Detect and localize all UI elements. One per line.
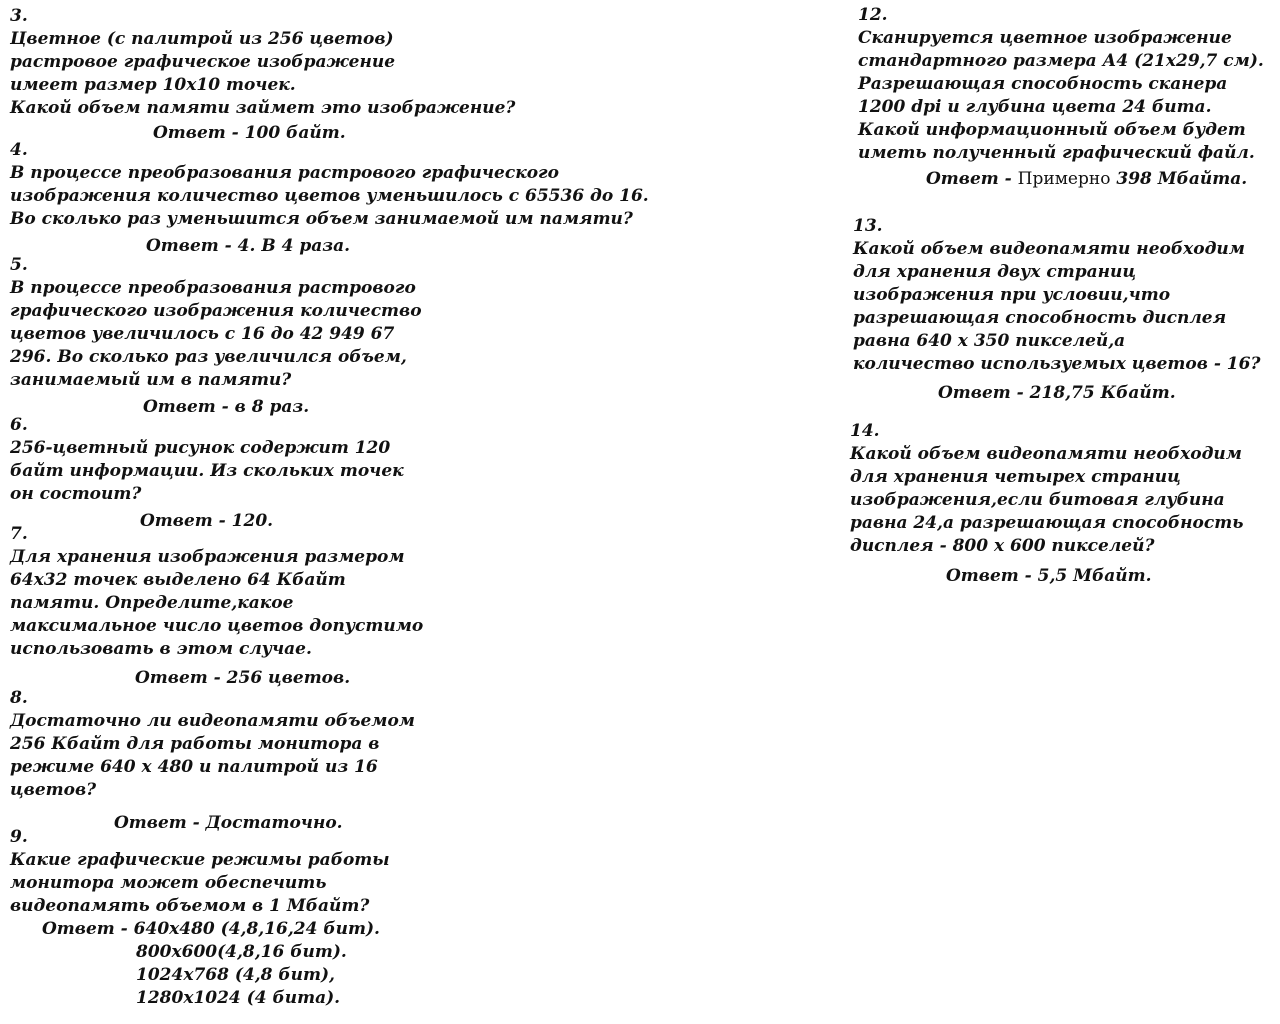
problem-text-line: количество используемых цветов - 16? [853,354,1261,374]
problem-number: 5. [10,255,28,275]
problem-text-line: растровое графическое изображение [10,52,396,72]
problem-7 [10,523,423,690]
problem-text-line: Какой информационный объем будет [858,120,1246,140]
problem-answer: Ответ - 256 цветов. [135,668,351,688]
problem-text-line: имеет размер 10х10 точек. [10,75,296,95]
problem-text-line: Сканируется цветное изображение [858,28,1232,48]
problem-3 [10,5,515,145]
problem-number: 9. [10,827,28,847]
problem-text-line: дисплея - 800 х 600 пикселей? [850,536,1155,556]
problem-answer: Ответ - 120. [140,511,274,531]
problem-text-line: Какой объем видеопамяти необходим [850,444,1242,464]
problem-answer-line: 1280х1024 (4 бита). [136,988,341,1008]
problem-answer: Ответ - 4. В 4 раза. [146,236,351,256]
problem-text-line: изображения количество цветов уменьшилось с 65536 до 16. [10,186,649,206]
problem-5 [10,254,422,419]
problem-text-line: 296. Во сколько раз увеличился объем, [10,347,407,367]
problem-number: 3. [10,6,28,26]
problem-answer: Ответ - 218,75 Кбайт. [938,383,1176,403]
problem-text-line: В процессе преобразования растрового графического [10,163,559,183]
problem-text-line: В процессе преобразования растрового [10,278,416,298]
answer-label: Ответ - [926,169,1018,189]
problem-text-line: Цветное (с палитрой из 256 цветов) [10,29,394,49]
problem-text-line: равна 24,а разрешающая способность [850,513,1244,533]
problem-text-line: цветов? [10,780,97,800]
problem-13 [853,215,1260,405]
problem-text-line: Во сколько раз уменьшится объем занимаемой им памяти? [10,209,633,229]
problem-text-line: 1200 dpi и глубина цвета 24 бита. [858,97,1212,117]
problem-number: 8. [10,688,28,708]
problem-6 [10,414,404,533]
problem-text-line: Какие графические режимы работы [10,850,390,870]
answer-value: 398 Мбайта. [1110,169,1248,189]
problem-12 [858,4,1264,191]
problem-text-line: изображения,если битовая глубина [850,490,1225,510]
problem-number: 7. [10,524,28,544]
problem-text-line: Какой объем видеопамяти необходим [853,239,1245,259]
problem-text-line: максимальное число цветов допустимо [10,616,424,636]
problem-text-line: памяти. Определите,какое [10,593,294,613]
problem-text-line: режиме 640 х 480 и палитрой из 16 [10,757,378,777]
problem-4 [10,139,649,258]
problem-text-line: байт информации. Из скольких точек [10,461,404,481]
problem-answer: Ответ - 100 байт. [153,123,346,143]
problem-text-line: изображения при условии,что [853,285,1171,305]
problem-number: 14. [850,421,880,441]
problem-text-line: разрешающая способность дисплея [853,308,1227,328]
problem-answer: Ответ - 640х480 (4,8,16,24 бит). [42,919,380,939]
problem-text-line: графического изображения количество [10,301,422,321]
problem-text-line: 256-цветный рисунок содержит 120 [10,438,391,458]
problem-text-line: Достаточно ли видеопамяти объемом [10,711,415,731]
problem-text-line: для хранения двух страниц [853,262,1137,282]
problem-text-line: стандартного размера А4 (21х29,7 см). [858,51,1264,71]
problem-14 [850,420,1243,588]
answer-approx-word: Примерно [1017,169,1111,189]
problem-text-line: монитора может обеспечить [10,873,327,893]
problem-answer-line: 800х600(4,8,16 бит). [136,942,347,962]
problem-text-line: Для хранения изображения размером [10,547,405,567]
problem-number: 12. [858,5,888,25]
problem-text-line: иметь полученный графический файл. [858,143,1255,163]
problem-number: 13. [853,216,883,236]
problem-text-line: он состоит? [10,484,142,504]
problem-answer: Ответ - Достаточно. [114,813,343,833]
problem-text-line: для хранения четырех страниц [850,467,1181,487]
problem-answer [858,168,1264,191]
problem-number: 6. [10,415,28,435]
problem-answer: Ответ - в 8 раз. [143,397,310,417]
problem-answer: Ответ - 5,5 Мбайт. [946,566,1152,586]
problem-text-line: видеопамять объемом в 1 Мбайт? [10,896,370,916]
problem-text-line: 64х32 точек выделено 64 Кбайт [10,570,346,590]
problem-text-line: равна 640 х 350 пикселей,а [853,331,1126,351]
problem-answer-line: 1024х768 (4,8 бит), [136,965,335,985]
problem-8 [10,687,415,835]
problem-text-line: Разрешающая способность сканера [858,74,1228,94]
problem-9 [10,826,390,1010]
problem-text-line: цветов увеличилось с 16 до 42 949 67 [10,324,395,344]
problem-number: 4. [10,140,28,160]
problem-text-line: 256 Кбайт для работы монитора в [10,734,380,754]
problem-text-line: использовать в этом случае. [10,639,312,659]
problem-text-line: занимаемый им в памяти? [10,370,292,390]
problem-text-line: Какой объем памяти займет это изображение? [10,98,516,118]
